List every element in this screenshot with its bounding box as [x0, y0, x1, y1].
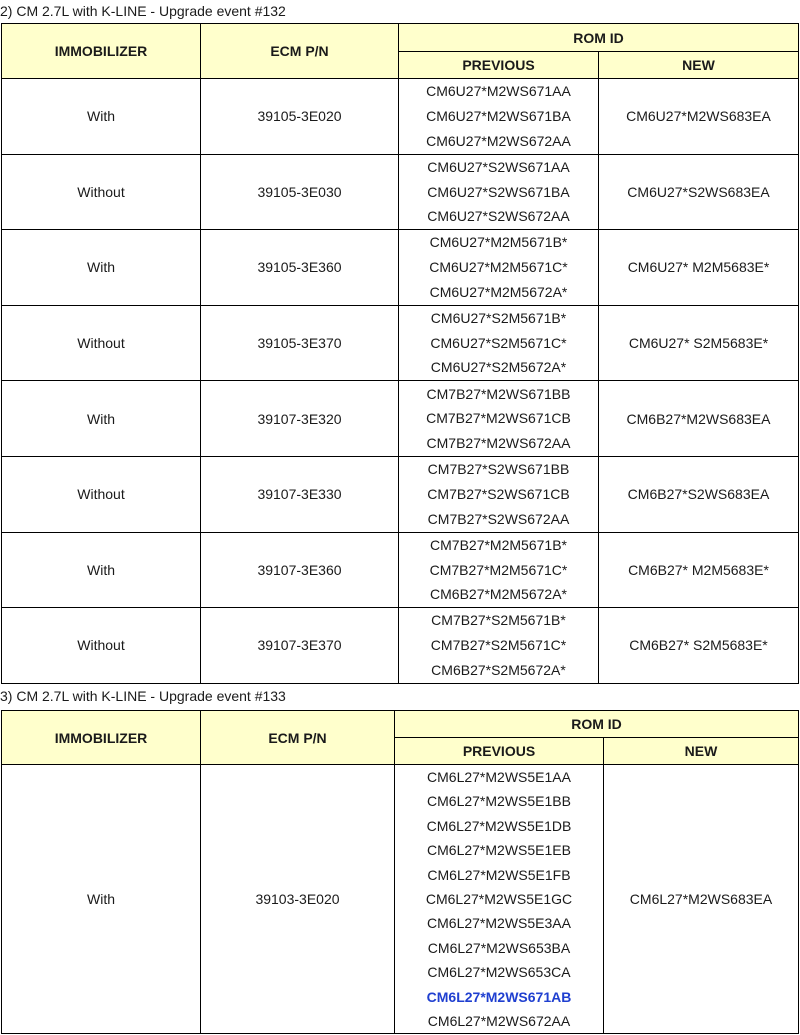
previous-rom-id-list [395, 765, 603, 1033]
previous-rom-id-cell [399, 456, 599, 532]
immobilizer-cell: With [2, 532, 201, 608]
previous-rom-id-list [399, 382, 598, 456]
rom-id: CM6U27*M2M5671B* [429, 234, 568, 251]
new-rom-id-cell: CM6B27*M2WS683EA [599, 381, 799, 457]
previous-rom-id-list [399, 306, 598, 380]
ecm-pn-cell: 39105-3E370 [201, 305, 399, 381]
rom-id: CM6U27*M2M5671C* [429, 259, 568, 276]
new-rom-id-cell: CM6L27*M2WS683EA [604, 765, 799, 1034]
section-title-event-133: 3) CM 2.7L with K-LINE - Upgrade event #133 [0, 688, 286, 704]
header-new: NEW [599, 52, 799, 79]
ecm-pn-cell: 39107-3E360 [201, 532, 399, 608]
ecm-pn-cell: 39107-3E370 [201, 608, 399, 684]
rom-table-event-132 [1, 23, 799, 684]
rom-id: CM6L27*M2WS5E1DB [426, 817, 572, 834]
rom-id: CM7B27*M2M5671C* [429, 561, 568, 578]
rom-id: CM7B27*M2WS671BB [426, 385, 571, 402]
ecm-pn-cell: 39103-3E020 [201, 765, 395, 1034]
rom-id: CM6U27*M2WS671AA [426, 83, 571, 100]
header-rom-id: ROM ID [399, 24, 799, 52]
rom-table-event-133 [1, 710, 799, 1034]
rom-id: CM6U27*S2M5672A* [430, 359, 567, 376]
header-ecm-pn: ECM P/N [201, 711, 395, 765]
previous-rom-id-list [399, 457, 598, 531]
rom-id: CM7B27*S2WS671CB [427, 485, 570, 502]
rom-id: CM6L27*M2WS5E1FB [427, 866, 571, 883]
header-ecm-pn: ECM P/N [201, 24, 399, 79]
ecm-pn-cell: 39105-3E030 [201, 154, 399, 230]
rom-id: CM6U27*M2M5672A* [429, 283, 568, 300]
header-new: NEW [604, 738, 799, 765]
immobilizer-cell: With [2, 230, 201, 306]
rom-id: CM6B27*M2M5672A* [430, 586, 567, 603]
previous-rom-id-cell [395, 765, 604, 1034]
immobilizer-cell: Without [2, 456, 201, 532]
rom-id: CM7B27*M2WS671CB [426, 410, 571, 427]
rom-id: CM6U27*M2WS672AA [426, 132, 571, 149]
immobilizer-cell: Without [2, 154, 201, 230]
immobilizer-cell: Without [2, 608, 201, 684]
header-previous: PREVIOUS [395, 738, 604, 765]
new-rom-id-cell: CM6U27*M2WS683EA [599, 79, 799, 155]
rom-id: CM6L27*M2WS5E1BB [427, 793, 571, 810]
rom-id: CM7B27*S2M5671C* [430, 637, 567, 654]
previous-rom-id-cell [399, 305, 599, 381]
table-row [2, 79, 799, 155]
table-row [2, 532, 799, 608]
rom-id: CM6U27*M2WS671BA [426, 107, 571, 124]
previous-rom-id-list [399, 79, 598, 153]
table-row [2, 765, 799, 1034]
new-rom-id-cell: CM6U27* S2M5683E* [599, 305, 799, 381]
rom-id: CM6B27*S2M5672A* [431, 661, 566, 678]
rom-id: CM6L27*M2WS653CA [427, 964, 571, 981]
rom-id: CM6L27*M2WS5E3AA [427, 915, 571, 932]
previous-rom-id-cell [399, 532, 599, 608]
table-row [2, 456, 799, 532]
rom-id: CM7B27*M2WS672AA [426, 435, 571, 452]
table-row [2, 608, 799, 684]
header-immobilizer: IMMOBILIZER [2, 24, 201, 79]
immobilizer-cell: Without [2, 305, 201, 381]
new-rom-id-cell: CM6B27*S2WS683EA [599, 456, 799, 532]
previous-rom-id-list [399, 155, 598, 229]
rom-id: CM6L27*M2WS671AB [426, 988, 572, 1005]
previous-rom-id-cell [399, 79, 599, 155]
rom-id: CM6U27*S2WS671BA [427, 183, 570, 200]
new-rom-id-cell: CM6B27* S2M5683E* [599, 608, 799, 684]
immobilizer-cell: With [2, 381, 201, 457]
new-rom-id-cell: CM6B27* M2M5683E* [599, 532, 799, 608]
immobilizer-cell: With [2, 79, 201, 155]
section-title-event-132: 2) CM 2.7L with K-LINE - Upgrade event #132 [0, 3, 286, 19]
header-rom-id: ROM ID [395, 711, 799, 738]
rom-id: CM7B27*M2M5671B* [430, 536, 567, 553]
rom-id: CM6U27*S2M5671B* [430, 310, 567, 327]
previous-rom-id-cell [399, 381, 599, 457]
previous-rom-id-cell [399, 154, 599, 230]
ecm-pn-cell: 39107-3E330 [201, 456, 399, 532]
previous-rom-id-list [399, 608, 598, 682]
previous-rom-id-cell [399, 608, 599, 684]
table-row [2, 305, 799, 381]
previous-rom-id-list [399, 230, 598, 304]
rom-id: CM7B27*S2M5671B* [431, 612, 566, 629]
immobilizer-cell: With [2, 765, 201, 1034]
new-rom-id-cell: CM6U27*S2WS683EA [599, 154, 799, 230]
rom-id: CM6L27*M2WS672AA [427, 1013, 571, 1030]
rom-id: CM7B27*S2WS672AA [427, 510, 570, 527]
header-immobilizer: IMMOBILIZER [2, 711, 201, 765]
rom-id: CM6L27*M2WS5E1AA [427, 769, 571, 785]
rom-id: CM6L27*M2WS5E1EB [427, 842, 571, 859]
previous-rom-id-list [399, 533, 598, 607]
rom-id: CM6U27*S2WS672AA [427, 208, 570, 225]
table-row [2, 154, 799, 230]
ecm-pn-cell: 39107-3E320 [201, 381, 399, 457]
header-previous: PREVIOUS [399, 52, 599, 79]
table-row [2, 381, 799, 457]
ecm-pn-cell: 39105-3E360 [201, 230, 399, 306]
ecm-pn-cell: 39105-3E020 [201, 79, 399, 155]
rom-id: CM6L27*M2WS5E1GC [425, 891, 573, 908]
rom-id: CM6U27*S2WS671AA [427, 158, 570, 175]
rom-id: CM6L27*M2WS653BA [427, 939, 571, 956]
table-row [2, 230, 799, 306]
previous-rom-id-cell [399, 230, 599, 306]
rom-id: CM6U27*S2M5671C* [430, 334, 567, 351]
new-rom-id-cell: CM6U27* M2M5683E* [599, 230, 799, 306]
rom-id: CM7B27*S2WS671BB [427, 461, 570, 478]
